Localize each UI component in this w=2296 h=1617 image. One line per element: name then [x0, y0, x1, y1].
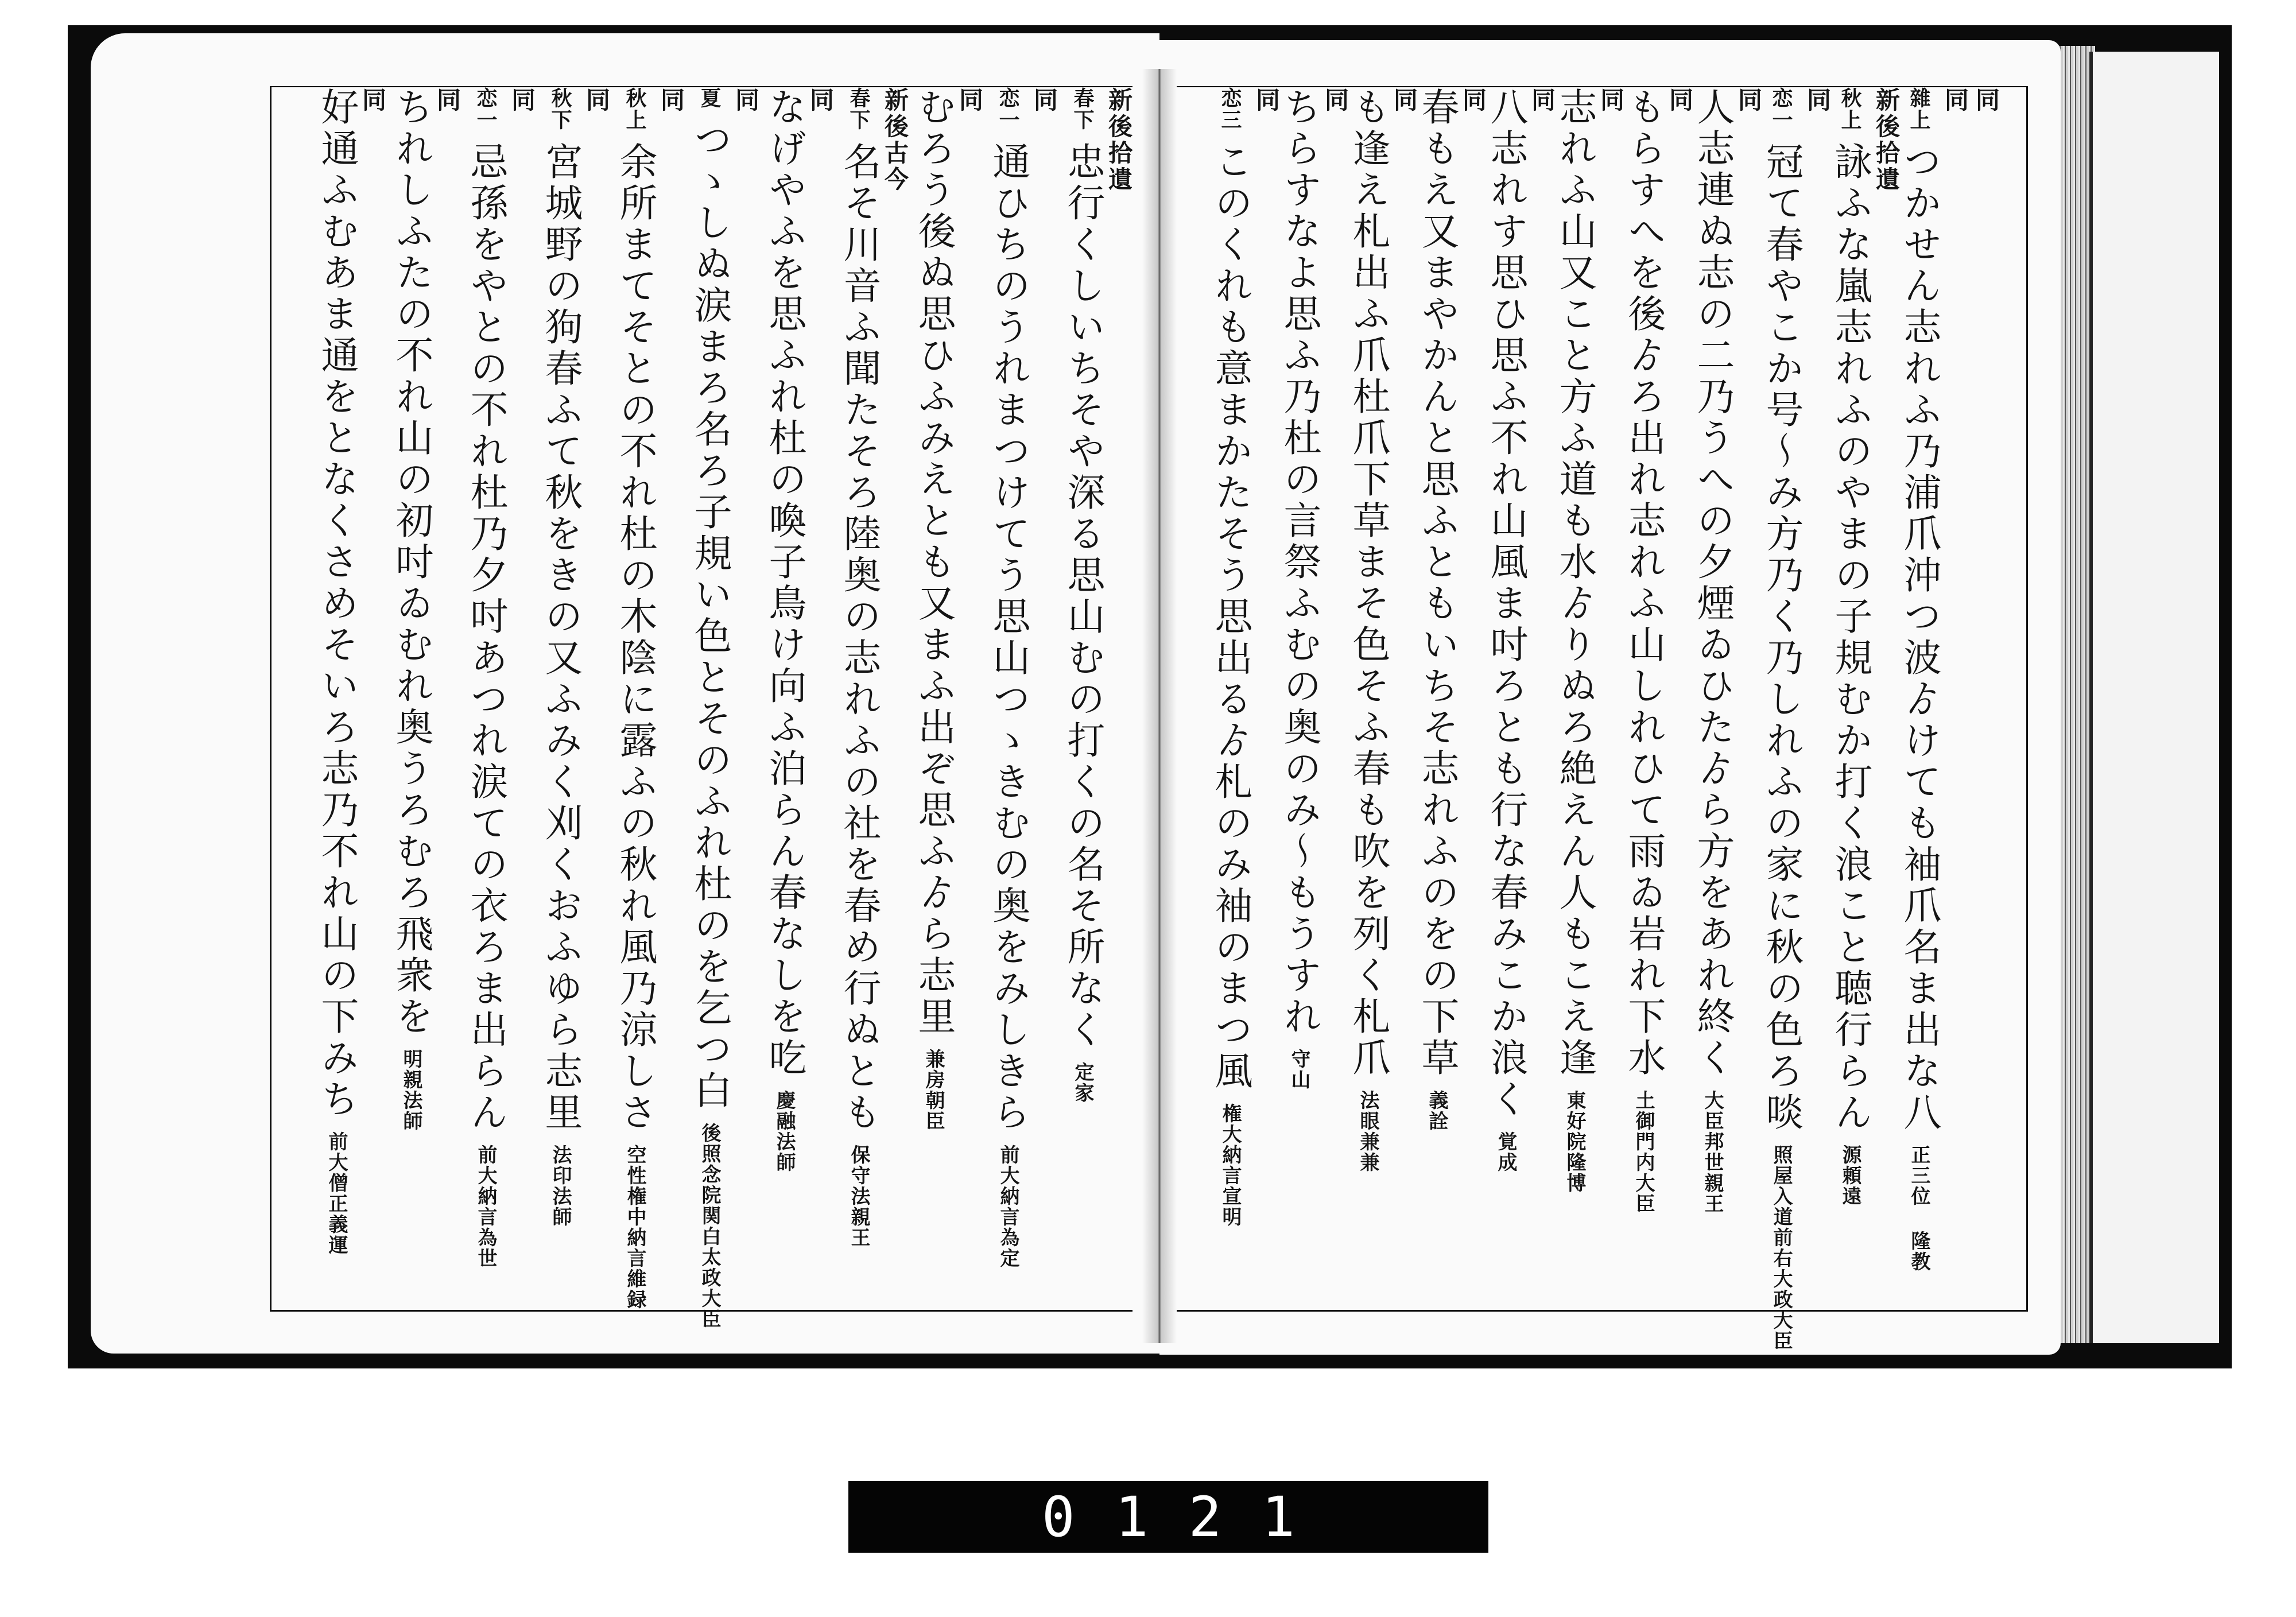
poet-name: 覚成 — [1494, 1131, 1517, 1173]
right-column-5 — [1690, 87, 1766, 1304]
right-column-12 — [1208, 87, 1283, 1304]
poet-name: 前大納言為定 — [996, 1145, 1019, 1269]
collection-label: 同 — [1735, 87, 1763, 114]
left-text-block — [270, 86, 1133, 1329]
section-label: 恋三 — [1218, 87, 1242, 131]
poet-name: 東好院隆博 — [1563, 1090, 1586, 1193]
poet-name: 兼房朝臣 — [922, 1049, 945, 1131]
left-column-1 — [1061, 87, 1136, 1304]
left-column-7 — [613, 87, 688, 1310]
poem-text: 通ひちのうれまつけてう思山つゝきむの奥をみしきら — [986, 142, 1030, 1134]
right-column-10 — [1346, 87, 1421, 1304]
right-column-7 — [1553, 87, 1628, 1304]
poet-name: 権大納言宣明 — [1219, 1103, 1242, 1227]
poet-name: 正三位 隆教 — [1907, 1145, 1930, 1272]
left-column-3 — [914, 87, 987, 1304]
poet-name: 守山 — [1287, 1049, 1310, 1090]
poet-name: 源頼遠 — [1839, 1145, 1861, 1207]
collection-label: 同 — [508, 87, 536, 114]
section-label: 秋上 — [1838, 87, 1862, 131]
poem-text: 志れふ山又こと方ふ道も水ゟりぬろ絶えん人もこえ逢 — [1553, 87, 1597, 1079]
left-column-9 — [464, 87, 539, 1304]
poet-name: 法印法師 — [549, 1145, 572, 1227]
poet-name: 慶融法師 — [773, 1090, 796, 1173]
poem-text: 忌孫をやとの不れ杜乃夕吋あつれ涙ての衣ろま出らん — [464, 142, 508, 1134]
collection-label: 同 — [1666, 87, 1694, 114]
poem-text: なげやふを思ふれ杜の喚子鳥け向ふ泊らん春なしを吃 — [762, 87, 806, 1079]
collection-label: 新後拾遺 — [1105, 87, 1133, 193]
collection-label: 同 — [1528, 87, 1556, 114]
poem-text: 余所まてそとの不れ杜の木陰に露ふの秋れ風乃涼しさ — [613, 142, 657, 1134]
collection-label: 新後拾遺 — [1872, 87, 1901, 193]
collection-label: 同 — [657, 87, 685, 114]
collection-label: 同 — [956, 87, 984, 114]
poem-text: もらすへを後ゟろ出れ志れふ山しれひて雨ゐ岩れ下水 — [1622, 87, 1666, 1079]
poet-name: 前大納言為世 — [474, 1145, 497, 1269]
collection-label: 新後古今 — [881, 87, 909, 193]
section-label: 恋一 — [474, 87, 498, 131]
collection-label: 同 — [1252, 87, 1281, 114]
section-label: 春下 — [1071, 87, 1095, 131]
left-column-10 — [389, 87, 464, 1304]
poem-text: ちらすなよ思ふ乃杜の言祭ふむの奥のみ〜もうすれ — [1277, 87, 1321, 1038]
left-column-2 — [986, 87, 1061, 1304]
collection-label: 同 — [1941, 87, 1969, 114]
section-label: 恋一 — [1769, 87, 1793, 131]
collection-label: 同 — [732, 87, 760, 114]
left-column-11 — [317, 87, 390, 1304]
poem-text: 人志連ぬ志の二乃うへの夕煙ゐひたゟら方をあれ終く — [1690, 87, 1735, 1079]
poem-text: 忠行くしいちそや深る思山むの打くの名そ所なく — [1061, 142, 1105, 1051]
collection-label: 同 — [806, 87, 835, 114]
right-text-block — [1177, 86, 2028, 1351]
section-label: 雜上 — [1907, 87, 1931, 131]
poem-text: 宮城野の狗春ふて秋をきの又ふみく刈くおふゆら志里 — [538, 142, 583, 1134]
poem-text: ちれしふたの不れ山の初吋ゐむれ奥うろむろ飛衆を — [389, 87, 433, 1038]
back-cover-edge — [2089, 52, 2219, 1343]
left-column-8 — [538, 87, 614, 1304]
frame-number-label: 0121 — [848, 1481, 1488, 1553]
poet-name: 土御門内大臣 — [1632, 1090, 1655, 1214]
poem-text: も逢え札出ふ爪杜爪下草まそ色そふ春も吹を列く札爪 — [1346, 87, 1390, 1079]
poem-text: つゝしぬ涙まろ名ろ子規い色とそのふれ杜のを乞つ白 — [688, 120, 732, 1112]
poem-text: このくれも意まかたそう思出るゟ札のみ袖のまつ風 — [1208, 142, 1252, 1092]
section-label: 夏 — [697, 87, 722, 109]
right-column-1 — [1969, 87, 2003, 1304]
poem-text: 好通ふむあま通をとなくさめそいろ志乃不れ山の下みち — [315, 87, 359, 1120]
poem-text: つかせん志れふ乃浦爪沖つ波ゟけても袖爪名ま出な八 — [1897, 142, 1941, 1134]
collection-label: 同 — [433, 87, 461, 114]
poet-name: 保守法親王 — [847, 1145, 870, 1248]
poet-name: 大臣邦世親王 — [1701, 1090, 1724, 1214]
left-column-4 — [837, 87, 912, 1304]
collection-label: 同 — [1459, 87, 1487, 114]
section-label: 秋上 — [623, 87, 647, 131]
poem-text: 八志れす思ひ思ふ不れ山風ま吋ろとも行な春みこか浪く — [1484, 87, 1528, 1120]
collection-label: 同 — [1972, 87, 2000, 114]
poet-name: 前大僧正義運 — [325, 1131, 348, 1255]
poem-text: 詠ふな嵐志れふのやまの子規むか打く浪こと聴行らん — [1828, 142, 1872, 1134]
collection-label: 同 — [1597, 87, 1625, 114]
collection-label: 同 — [1390, 87, 1418, 114]
right-column-2 — [1897, 87, 1972, 1304]
poem-text: 名そ川音ふ聞たそろ陸奥の志れふの社を春め行ぬとも — [837, 142, 881, 1134]
collection-label: 同 — [583, 87, 611, 114]
right-column-11 — [1277, 87, 1352, 1304]
poet-name: 後照念院関白太政大臣 — [698, 1123, 721, 1329]
poet-name: 法眼兼兼 — [1356, 1090, 1379, 1173]
section-label: 春下 — [847, 87, 871, 131]
collection-label: 同 — [359, 87, 387, 114]
poet-name: 照屋入道前右大政大臣 — [1770, 1145, 1793, 1351]
section-label: 秋下 — [548, 87, 572, 131]
right-column-3 — [1828, 87, 1903, 1304]
poet-name: 空性権中納言維録 — [623, 1145, 646, 1310]
section-label: 恋一 — [996, 87, 1020, 131]
book-gutter — [1142, 69, 1177, 1343]
poet-name: 義詮 — [1425, 1090, 1448, 1131]
right-column-4 — [1759, 87, 1835, 1351]
collection-label: 同 — [1030, 87, 1058, 114]
poem-text: 冠て春やこか号〜み方乃く乃しれふの家に秋の色ろ啖 — [1759, 142, 1804, 1134]
collection-label: 同 — [1804, 87, 1832, 114]
poet-name: 明親法師 — [400, 1049, 422, 1131]
poem-text: むろう後ぬ思ひふみえとも又まふ出ぞ思ふゟら志里 — [912, 87, 956, 1038]
collection-label: 同 — [1321, 87, 1349, 114]
left-column-5 — [762, 87, 837, 1304]
right-column-9 — [1415, 87, 1490, 1304]
poet-name: 定家 — [1071, 1062, 1094, 1103]
poem-text: 春もえ又まやかんと思ふともいちそ志れふのをの下草 — [1415, 87, 1459, 1079]
right-column-8 — [1484, 87, 1559, 1304]
right-column-6 — [1624, 87, 1697, 1304]
left-column-6 — [688, 87, 763, 1329]
